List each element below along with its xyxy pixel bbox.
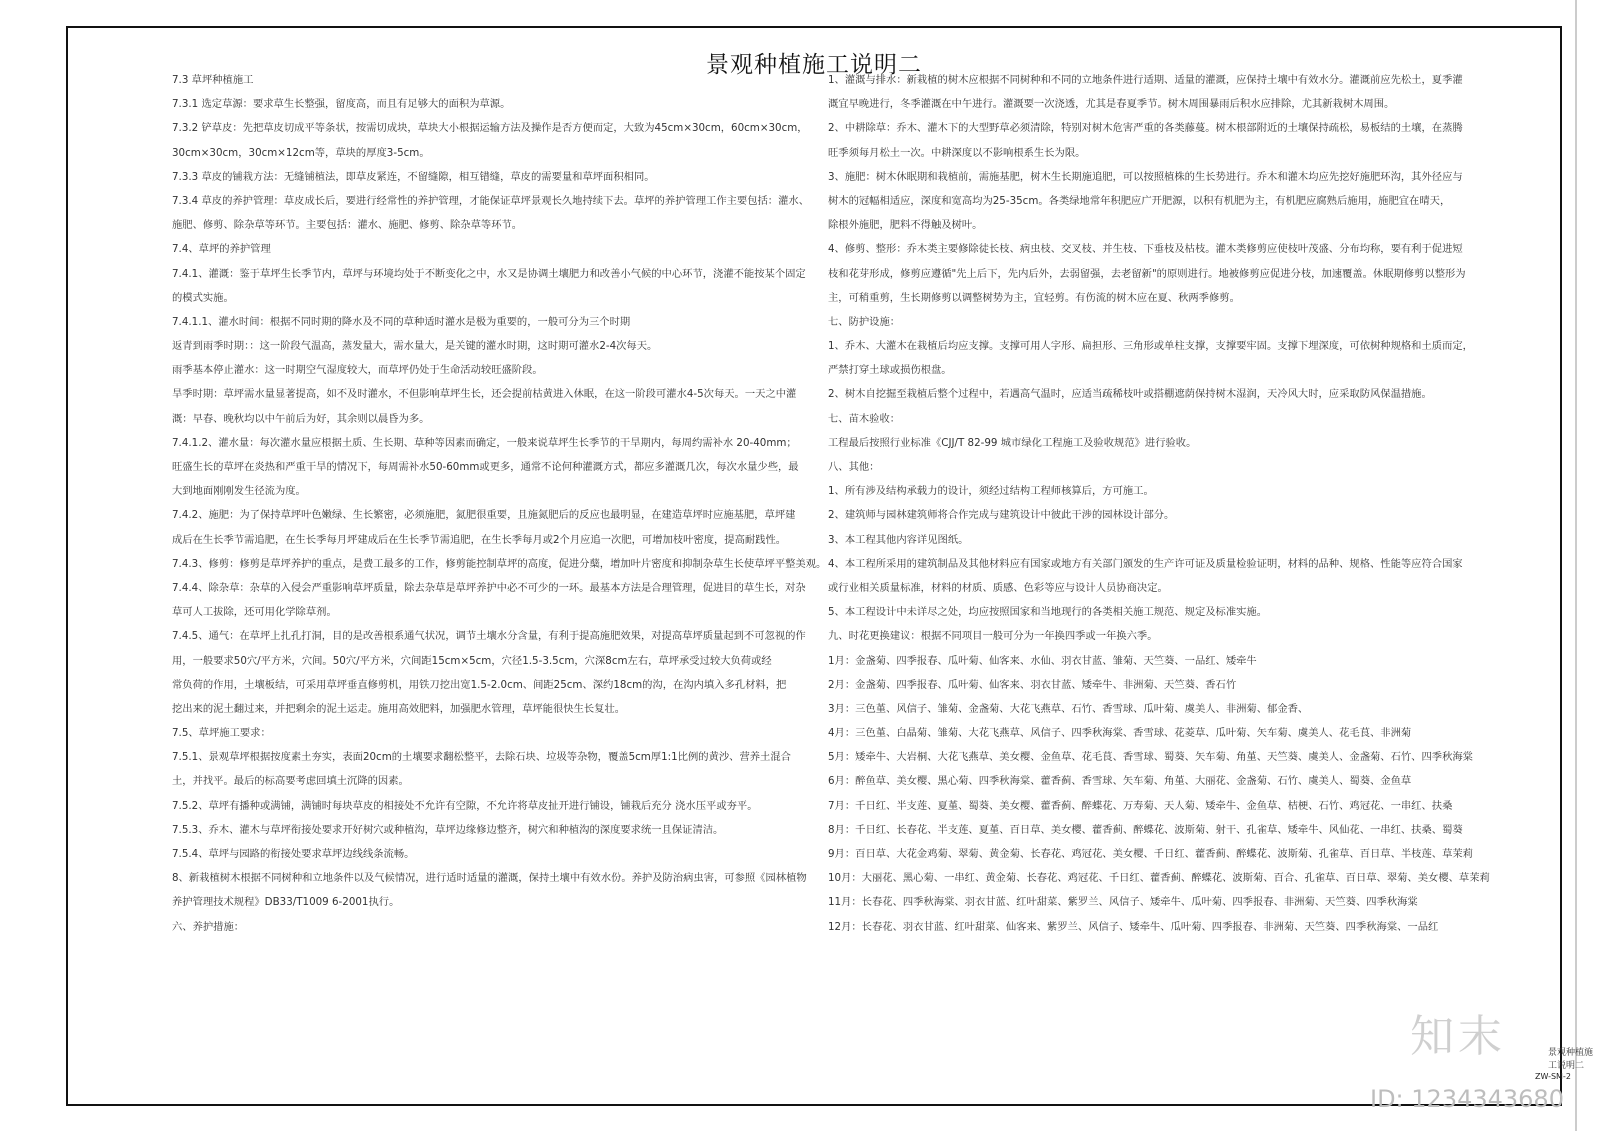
text-line: 7.4.3、修剪：修剪是草坪养护的重点，是费工最多的工作，修剪能控制草坪的高度，促进分蘖，增加叶片密度和抑制杂草生长使草坪平整美观。 bbox=[172, 557, 827, 570]
text-line: 10月：大丽花、黑心菊、一串红、黄金菊、长春花、鸡冠花、千日红、藿香蓟、醉蝶花、波斯菊、百合、孔雀草、百日草、翠菊、美女樱、草茉莉 bbox=[828, 872, 1490, 885]
text-line: 溉：早春、晚秋均以中午前后为好，其余则以晨昏为多。 bbox=[172, 412, 430, 425]
text-line: 7.3.3 草皮的铺栽方法：无缝铺植法，即草皮紧连，不留缝隙，相互错缝，草皮的需要量和草坪面积相同。 bbox=[172, 170, 655, 183]
text-line: 7.4、草坪的养护管理 bbox=[172, 243, 271, 256]
text-line: 养护管理技术规程》DB33/T1009 6-2001执行。 bbox=[172, 896, 400, 909]
text-line: 7.5.1、景观草坪根据按度素土夯实，表面20cm的土壤要求翻松整平，去除石块、垃圾等杂物，覆盖5cm厚1:1比例的黄沙、营养土混合 bbox=[172, 751, 791, 764]
text-line: 六、养护措施： bbox=[172, 920, 245, 933]
text-line: 7月：千日红、半支莲、夏堇、蜀葵、美女樱、藿香蓟、醉蝶花、万寿菊、天人菊、矮牵牛、金鱼草、桔梗、石竹、鸡冠花、一串红、扶桑 bbox=[828, 799, 1453, 812]
text-line: 7.4.1.2、灌水量：每次灌水量应根据土质、生长期、草种等因素而确定，一般来说草坪生长季节的干旱期内，每周约需补水 20-40mm； bbox=[172, 436, 797, 449]
text-line: 7.5.4、草坪与园路的衔接处要求草坪边线线条流畅。 bbox=[172, 848, 415, 860]
text-line: 2、建筑师与园林建筑师将合作完成与建筑设计中彼此干涉的园林设计部分。 bbox=[828, 509, 1175, 522]
text-line: 旺盛生长的草坪在炎热和严重干旱的情况下，每周需补水50-60mm或更多，通常不论何种灌溉方式，都应多灌溉几次，每次水量少些，最 bbox=[172, 461, 799, 473]
text-line: 七、苗木验收： bbox=[828, 412, 901, 425]
text-line: 11月：长春花、四季秋海棠、羽衣甘蓝、红叶甜菜、紫罗兰、风信子、矮牵牛、瓜叶菊、四季报春、非洲菊、天竺葵、四季秋海棠 bbox=[828, 896, 1418, 909]
text-line: 5、本工程设计中未详尽之处，均应按照国家和当地现行的各类相关施工规范、规定及标准实施。 bbox=[828, 606, 1268, 619]
text-line: 枝和花芽形成，修剪应遵循"先上后下，先内后外，去弱留强，去老留新"的原则进行。地被修剪应促进分枝，加速覆盖。休眠期修剪以整形为 bbox=[828, 267, 1466, 280]
right-text-column bbox=[828, 68, 1490, 939]
text-line: 7.5.3、乔木、灌木与草坪衔接处要求开好树穴或种植沟，草坪边缘修边整齐，树穴和种植沟的深度要求统一且保证清洁。 bbox=[172, 823, 724, 836]
text-line: 1、灌溉与排水：新栽植的树木应根据不同树种和不同的立地条件进行适期、适量的灌溉，应保持土壤中有效水分。灌溉前应先松土，夏季灌 bbox=[828, 74, 1463, 86]
text-line: 2、树木自挖掘至栽植后整个过程中，若遇高气温时，应适当疏稀枝叶或搭棚遮荫保持树木湿润，天冷风大时，应采取防风保温措施。 bbox=[828, 388, 1432, 401]
text-line: 除根外施肥，肥料不得触及树叶。 bbox=[828, 219, 983, 232]
text-line: 7.5、草坪施工要求： bbox=[172, 727, 271, 740]
title-block-drawing-name: 景观种植施工说明二 bbox=[1548, 1048, 1594, 1071]
text-line: 7.3.2 铲草皮：先把草皮切成平等条状，按需切成块，草块大小根据运输方法及操作是否方便而定，大致为45cm×30cm，60cm×30cm， bbox=[172, 122, 808, 135]
sheet-edge-line bbox=[1575, 0, 1577, 1131]
text-line: 3月：三色堇、风信子、雏菊、金盏菊、大花飞燕草、石竹、香雪球、瓜叶菊、虞美人、非洲菊、郁金香、 bbox=[828, 702, 1309, 715]
text-line: 12月：长春花、羽衣甘蓝、红叶甜菜、仙客来、紫罗兰、风信子、矮牵牛、瓜叶菊、四季报春、非洲菊、天竺葵、四季秋海棠、一品红 bbox=[828, 920, 1439, 933]
text-line: 7.3.1 选定草源：要求草生长整强，留度高，而且有足够大的面积为草源。 bbox=[172, 98, 511, 111]
text-line: 1、乔木、大灌木在栽植后均应支撑。支撑可用人字形、扁担形、三角形或单柱支撑，支撑要牢固。支撑下埋深度，可依树种规格和土质而定， bbox=[828, 340, 1473, 353]
text-line: 草可人工拔除，还可用化学除草剂。 bbox=[172, 606, 337, 619]
text-line: 溉宜早晚进行，冬季灌溉在中午进行。灌溉要一次浇透，尤其是春夏季节。树木周围暴雨后积水应排除，尤其新栽树木周围。 bbox=[828, 98, 1395, 111]
text-line: 7.4.2、施肥：为了保持草坪叶色嫩绿、生长繁密，必须施肥，氮肥很重要，且施氮肥后的反应也最明显，在建造草坪时应施基肥，草坪建 bbox=[172, 509, 796, 522]
text-line: 1月：金盏菊、四季报春、瓜叶菊、仙客来、水仙、羽衣甘蓝、雏菊、天竺葵、一品红、矮牵牛 bbox=[828, 654, 1257, 667]
text-line: 8月：千日红、长春花、半支莲、夏堇、百日草、美女樱、藿香蓟、醉蝶花、波斯菊、射干、孔雀草、矮牵牛、风仙花、一串红、扶桑、蜀葵 bbox=[828, 823, 1463, 836]
text-line: 施肥、修剪、除杂草等环节。主要包括：灌水、施肥、修剪、除杂草等环节。 bbox=[172, 219, 523, 232]
text-line: 旺季须每月松土一次。中耕深度以不影响根系生长为限。 bbox=[828, 146, 1086, 159]
text-line: 6月：醉鱼草、美女樱、黑心菊、四季秋海棠、藿香蓟、香雪球、矢车菊、角堇、大丽花、金盏菊、石竹、虞美人、蜀葵、金鱼草 bbox=[828, 775, 1412, 788]
text-line: 1、所有涉及结构承载力的设计，须经过结构工程师核算后，方可施工。 bbox=[828, 485, 1154, 498]
text-line: 挖出来的泥土翻过来，并把剩余的泥土运走。施用高效肥料，加强肥水管理，草坪能很快生长复壮。 bbox=[172, 702, 626, 715]
text-line: 工程最后按照行业标准《CJJ/T 82-99 城市绿化工程施工及验收规范》进行验收。 bbox=[828, 436, 1197, 449]
left-text-column bbox=[172, 68, 832, 939]
text-line: 7.4.1、灌溉：鉴于草坪生长季节内，草坪与环境均处于不断变化之中，水又是协调土壤肥力和改善小气候的中心环节，浇灌不能按某个固定 bbox=[172, 267, 806, 280]
text-line: 8、新栽植树木根据不同树种和立地条件以及气候情况，进行适时适量的灌溉，保持土壤中有效水份。养护及防治病虫害，可参照《园林植物 bbox=[172, 872, 807, 885]
text-line: 常负荷的作用，土壤板结，可采用草坪垂直修剪机，用铁刀挖出宽1.5-2.0cm、间距25cm、深约18cm的沟，在沟内填入多孔材料，把 bbox=[172, 678, 787, 691]
text-line: 7.5.2、草坪有播种或满铺，满铺时每块草皮的相接处不允许有空隙，不允许将草皮扯开进行铺设，铺栽后充分 浇水压平或夯平。 bbox=[172, 799, 758, 812]
text-line: 4、修剪、整形：乔木类主要修除徒长枝、病虫枝、交叉枝、并生枝、下垂枝及枯枝。灌木类修剪应使枝叶茂盛、分布均称，要有利于促进短 bbox=[828, 243, 1463, 256]
text-line: 大到地面刚刚发生径流为度。 bbox=[172, 485, 306, 498]
text-line: 2、中耕除草：乔木、灌木下的大型野草必须清除，特别对树木危害严重的各类藤蔓。树木根部附近的土壤保持疏松，易板结的土壤，在蒸腾 bbox=[828, 122, 1463, 135]
text-line: 七、防护设施： bbox=[828, 315, 901, 328]
text-line: 八、其他： bbox=[828, 461, 880, 473]
text-line: 7.4.5、通气：在草坪上扎孔打洞，目的是改善根系通气状况，调节土壤水分含量，有利于提高施肥效果，对提高草坪质量起到不可忽视的作 bbox=[172, 630, 806, 643]
page-title: 景观种植施工说明二 bbox=[706, 52, 922, 78]
text-line: 旱季时期：草坪需水量显著提高，如不及时灌水，不但影响草坪生长，还会提前枯黄进入休眠，在这一阶段可灌水4-5次每天。一天之中灌 bbox=[172, 388, 797, 401]
text-line: 九、时花更换建议：根据不同项目一般可分为一年换四季或一年换六季。 bbox=[828, 630, 1158, 643]
text-line: 返青到雨季时期：：这一阶段气温高，蒸发量大，需水量大，是关键的灌水时期，这时期可灌水2-4次每天。 bbox=[172, 340, 658, 353]
text-line: 7.4.1.1、灌水时间：根据不同时期的降水及不同的草种适时灌水是极为重要的，一般可分为三个时期 bbox=[172, 315, 631, 328]
text-line: 5月：矮牵牛、大岩桐、大花飞燕草、美女樱、金鱼草、花毛茛、香雪球、蜀葵、矢车菊、角堇、天竺葵、虞美人、金盏菊、石竹、四季秋海棠 bbox=[828, 751, 1473, 764]
watermark-id: ID: 1234343680 bbox=[1370, 1085, 1564, 1113]
text-line: 成后在生长季节需追肥，在生长季每月坪建成后在生长季节需追肥，在生长季每月或2个月应追一次肥，可增加枝叶密度，提高耐践性。 bbox=[172, 533, 787, 546]
text-line: 9月：百日草、大花金鸡菊、翠菊、黄金菊、长春花、鸡冠花、美女樱、千日红、藿香蓟、醉蝶花、波斯菊、孔雀草、百日草、半枝莲、草茉莉 bbox=[828, 848, 1473, 860]
text-line: 4月：三色堇、白晶菊、雏菊、大花飞燕草、风信子、四季秋海棠、香雪球、花菱草、瓜叶菊、矢车菊、虞美人、花毛茛、非洲菊 bbox=[828, 727, 1412, 740]
text-line: 主，可稍重剪，生长期修剪以调整树势为主，宜轻剪。有伤流的树木应在夏、秋两季修剪。 bbox=[828, 291, 1240, 304]
text-line: 严禁打穿土球或损伤根盘。 bbox=[828, 364, 952, 377]
text-line: 或行业相关质量标准，材料的材质、质感、色彩等应与设计人员协商决定。 bbox=[828, 581, 1168, 594]
text-line: 30cm×30cm，30cm×12cm等，草块的厚度3-5cm。 bbox=[172, 146, 430, 159]
text-line: 7.3 草坪种植施工 bbox=[172, 74, 254, 86]
text-line: 7.3.4 草皮的养护管理：草皮成长后，要进行经常性的养护管理，才能保证草坪景观长久地持续下去。草坪的养护管理工作主要包括：灌水、 bbox=[172, 194, 809, 207]
text-line: 雨季基本停止灌水：这一时期空气湿度较大，而草坪仍处于生命活动较旺盛阶段。 bbox=[172, 364, 543, 377]
text-line: 7.4.4、除杂草：杂草的入侵会严重影响草坪质量，除去杂草是草坪养护中必不可少的一环。最基本方法是合理管理，促进目的草生长，对杂 bbox=[172, 581, 806, 594]
text-line: 3、施肥：树木休眠期和栽植前，需施基肥，树木生长期施追肥，可以按照植株的生长势进行。乔木和灌木均应先挖好施肥环沟，其外径应与 bbox=[828, 170, 1463, 183]
text-line: 2月：金盏菊、四季报春、瓜叶菊、仙客来、羽衣甘蓝、矮牵牛、非洲菊、天竺葵、香石竹 bbox=[828, 678, 1237, 691]
text-line: 树木的冠幅相适应，深度和宽高均为25-35cm。各类绿地常年积肥应广开肥源，以积有机肥为主，有机肥应腐熟后施用，施肥宜在晴天， bbox=[828, 194, 1451, 207]
text-line: 3、本工程其他内容详见图纸。 bbox=[828, 533, 969, 546]
title-block-drawing-number: ZW-SM-2 bbox=[1535, 1072, 1571, 1081]
text-line: 土，并找平。最后的标高要考虑回填土沉降的因素。 bbox=[172, 775, 409, 788]
watermark-logo: 知末 bbox=[1410, 1011, 1506, 1062]
text-line: 4、本工程所采用的建筑制品及其他材料应有国家或地方有关部门颁发的生产许可证及质量检验证明，材料的品种、规格、性能等应符合国家 bbox=[828, 557, 1463, 570]
text-line: 的模式实施。 bbox=[172, 291, 234, 304]
text-line: 用，一般要求50穴/平方米，穴间。50穴/平方米，穴间距15cm×5cm，穴径1.5-3.5cm，穴深8cm左右，草坪承受过较大负荷或经 bbox=[172, 654, 772, 667]
